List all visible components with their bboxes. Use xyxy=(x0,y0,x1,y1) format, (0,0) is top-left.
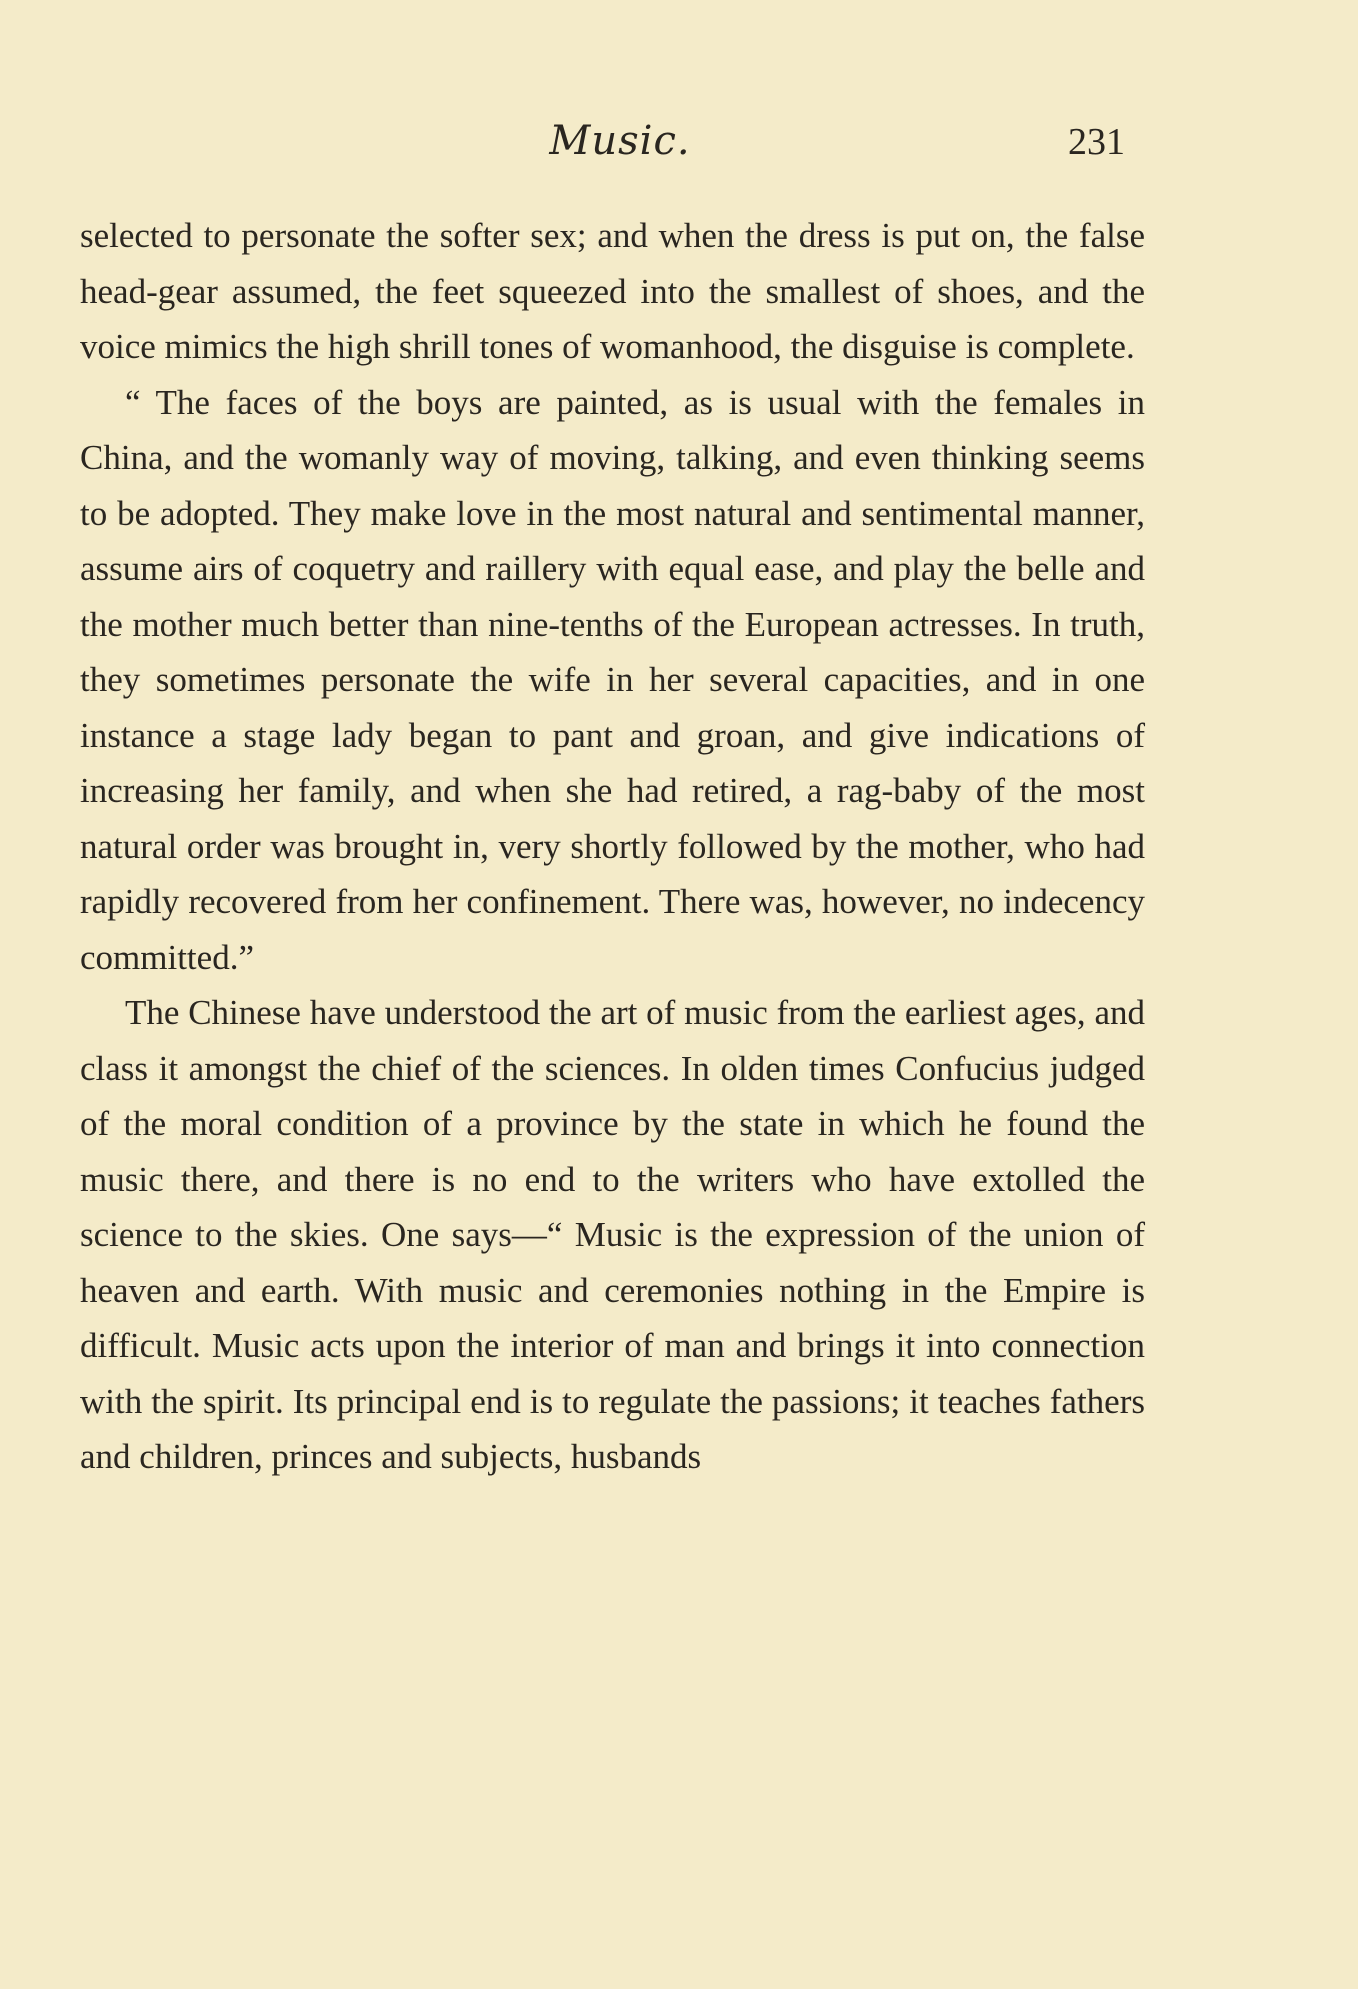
paragraph-music: The Chinese have understood the art of music from the earliest ages, and class it amongst the chief of the sciences. In olden times Confucius judged of the moral condition of a province by the state in which he found the music there, and there is no end to the writers who have extolled the science to the skies. One says—“ Music is the expression of the union of heaven and earth. With music and ceremonies nothing in the Empire is difficult. Music acts upon the interior of man and brings it into connection with the spirit. Its principal end is to regulate the passions; it teaches fathers and children, princes and subjects, husbands xyxy=(80,993,1145,1476)
running-title: Music. xyxy=(549,118,691,164)
paragraph-quotation: “ The faces of the boys are painted, as is usual with the females in China, and the womanly way of moving, talking, and even thinking seems to be adopted. They make love in the most natural and sentimental manner, assume airs of coquetry and raillery with equal ease, and play the belle and the mother much better than nine-tenths of the European actresses. In truth, they sometimes personate the wife in her several capacities, and in one instance a stage lady began to pant and groan, and give indications of increasing her family, and when she had retired, a rag-baby of the most natural order was brought in, very shortly followed by the mother, who had rapidly recovered from her confinement. There was, however, no indecency committed.” xyxy=(80,382,1145,977)
page-number: 231 xyxy=(1068,121,1125,163)
body-text xyxy=(80,208,1145,1485)
paragraph-continuation: selected to personate the softer sex; and when the dress is put on, the false head-gear assumed, the feet squeezed into the smallest of shoes, and the voice mimics the high shrill tones of womanhood, the disguise is complete. xyxy=(80,216,1145,366)
